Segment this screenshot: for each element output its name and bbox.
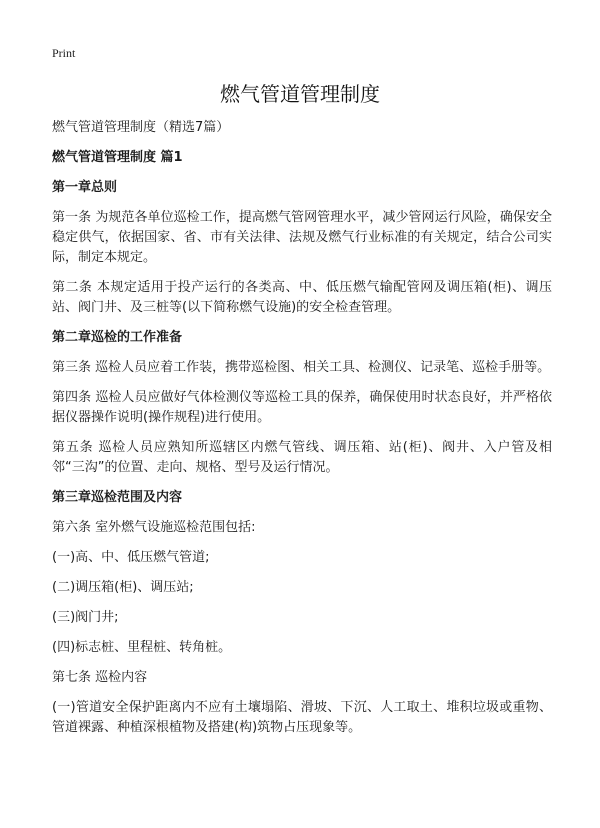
paragraph: 第二条 本规定适用于投产运行的各类高、中、低压燃气输配管网及调压箱(柜)、调压站、阀门井、及三桩等(以下简称燃气设施)的安全检查管理。 [52, 280, 552, 315]
print-label: Print [52, 46, 76, 60]
article-heading: 燃气管道管理制度 篇1 [52, 150, 183, 165]
paragraph: 第一条 为规范各单位巡检工作，提高燃气管网管理水平，减少管网运行风险，确保安全稳定供气，依据国家、省、市有关法律、法规及燃气行业标准的有关规定，结合公司实际，制定本规定。 [52, 210, 552, 265]
paragraph: 第七条 巡检内容 [52, 670, 148, 685]
document-subtitle: 燃气管道管理制度（精选7篇） [52, 120, 230, 135]
list-item: (二)调压箱(柜)、调压站; [52, 580, 194, 595]
list-item: (一)高、中、低压燃气管道; [52, 550, 210, 565]
document-title: 燃气管道管理制度 [220, 82, 380, 106]
list-item: (三)阀门井; [52, 610, 119, 625]
paragraph: 第五条 巡检人员应熟知所巡辖区内燃气管线、调压箱、站(柜)、阀井、入户管及相邻“三沟”的位置、走向、规格、型号及运行情况。 [52, 440, 552, 475]
paragraph: 第四条 巡检人员应做好气体检测仪等巡检工具的保养，确保使用时状态良好，并严格依据仪器操作说明(操作规程)进行使用。 [52, 390, 552, 425]
document-body [52, 118, 552, 748]
list-item: (四)标志桩、里程桩、转角桩。 [52, 640, 232, 655]
paragraph: (一)管道安全保护距离内不应有土壤塌陷、滑坡、下沉、人工取土、堆积垃圾或重物、管道裸露、种植深根植物及搭建(构)筑物占压现象等。 [52, 700, 552, 735]
chapter-heading: 第二章巡检的工作准备 [52, 330, 183, 345]
paragraph: 第三条 巡检人员应着工作装，携带巡检图、相关工具、检测仪、记录笔、巡检手册等。 [52, 360, 551, 375]
chapter-heading: 第三章巡检范围及内容 [52, 490, 183, 505]
chapter-heading: 第一章总则 [52, 180, 118, 195]
paragraph: 第六条 室外燃气设施巡检范围包括: [52, 520, 256, 535]
